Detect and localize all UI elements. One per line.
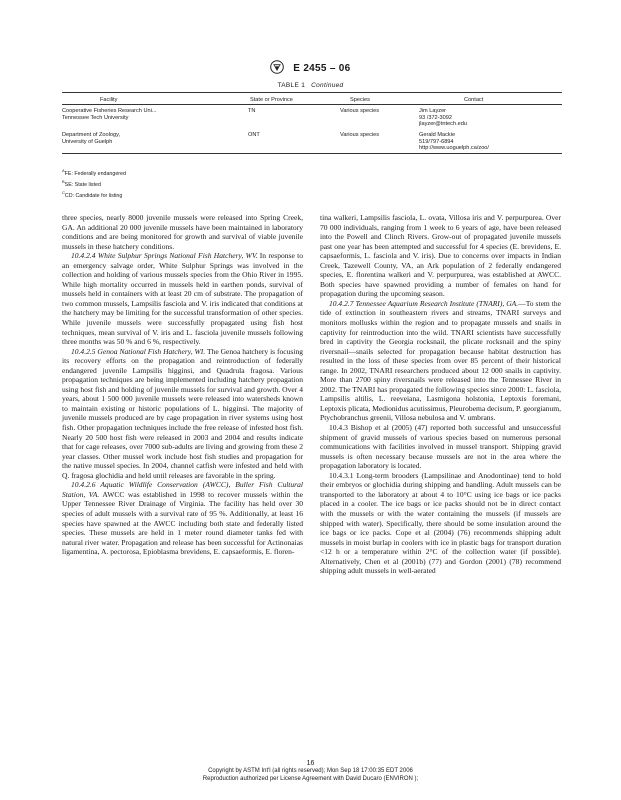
- facility-line: Cooperative Fisheries Research Uni...: [62, 108, 157, 114]
- contact-line: 93 /372-3092: [419, 114, 452, 121]
- right-text-column: [320, 213, 561, 576]
- standard-designation: E 2455 – 06: [293, 63, 351, 74]
- table-row: [62, 105, 562, 128]
- paragraph-body: AWCC was established in 1998 to recover mussels within the Upper Tennessee River Drainage of Virginia. The facility has held over 30 species of adult mussels with a survival rate of 95 %. Additionally, at least 16 species have spawned at the AWCC including both state and federally listed species. These mussels are held in 1 meter round diameter tanks fed with natural river water. Propagation and release has been successful for Actinonaias ligamentina, A. pectorosa, Epioblasma brevidens, E. capsaeformis, E. floren-: [62, 489, 303, 557]
- contact-cell: [419, 108, 562, 128]
- table-row: [62, 128, 562, 153]
- table-continued-label: Continued: [311, 82, 344, 89]
- table-footnotes: [62, 167, 362, 199]
- state-cell: TN: [248, 108, 256, 114]
- contact-line: 519/797-6894: [419, 138, 454, 145]
- footnote-mark: A: [62, 168, 65, 173]
- astm-logo-icon: [270, 60, 284, 77]
- copyright-line: Reproduction authorized per License Agreement with David Ducaro (ENVIRON );: [202, 775, 419, 782]
- footnote-mark: C: [62, 189, 65, 195]
- facility-line: Department of Zoology,: [62, 132, 121, 138]
- facilities-table: [62, 92, 562, 154]
- paragraph: three species, nearly 8000 juvenile mussels were released into Spring Creek, GA. An additional 20 000 juvenile mussels have been maintained in laboratory conditions and are being monitored for growth and survival of viable juvenile mussels in these hatchery conditions.: [62, 213, 303, 251]
- facility-line: University of Guelph: [62, 138, 113, 145]
- table-caption: [0, 82, 621, 89]
- species-cell: Various species: [340, 132, 380, 138]
- copyright-line: Copyright by ASTM Int'l (all rights reserved); Mon Sep 18 17:00:35 EDT 2006: [208, 768, 413, 774]
- column-header-contact: Contact: [464, 97, 484, 103]
- footnote-text: CD: Candidate for listing: [64, 192, 123, 199]
- facility-cell: [62, 108, 212, 121]
- facility-line: Tennessee Tech University: [62, 114, 129, 121]
- footnote: [62, 189, 362, 200]
- contact-cell: [419, 132, 562, 152]
- table-bottom-rule: [62, 153, 562, 154]
- column-header-species: Species: [350, 97, 370, 103]
- paragraph: 10.4.3 Bishop et al (2005) (47) reported both successful and unsuccessful shipment of gravid mussels of various species based on numerous personal communications with facilities involved in mussel transport. Shipping gravid mussels is often necessary because mussels are not in the area where the propagation laboratory is located.: [320, 423, 561, 471]
- footnote-mark: B: [62, 178, 65, 184]
- paragraph: [62, 347, 303, 481]
- species-cell: Various species: [340, 108, 380, 114]
- footnote: [62, 178, 362, 189]
- contact-line: Jim Layzer: [419, 108, 447, 114]
- paragraph: [320, 299, 561, 423]
- column-header-facility: Facility: [100, 97, 118, 103]
- section-heading: 10.4.2.4 White Sulphur Springs National Fish Hatchery, WV.: [71, 251, 258, 261]
- contact-line: jlayzer@tntech.edu: [419, 121, 467, 128]
- column-header-state: State or Province: [250, 97, 293, 103]
- paragraph: [62, 251, 303, 346]
- footnote-text: SE: State listed: [64, 181, 101, 188]
- paragraph: [62, 480, 303, 556]
- paragraph: 10.4.3.1 Long-term brooders (Lampsilinae and Anodontinae) tend to hold their embryos or glochidia during shipping and handling. Adult mussels can be transported to the laboratory at about 4 to 10°C using ice bags or ice packs placed in a cooler. The ice bags or ice packs should not be in direct contact with the mussels or with the water containing the mussels (if mussels are shipped with water). Specifically, there should be some insulation around the ice bags or ice packs. Cope et al (2004) (76) recommends shipping adult mussels in moist burlap in coolers with ice in plastic bags for transport duration <12 h or a temperature within 2°C of the collection water (if possible). Alternatively, Chen et al (2001b) (77) and Gordon (2001) (78) recommend shipping adult mussels in well-aerated: [320, 470, 561, 576]
- left-text-column: [62, 213, 303, 557]
- copyright-notice: [0, 768, 621, 783]
- section-heading: 10.4.2.7 Tennessee Aquarium Research Institute (TNARI), GA.: [329, 298, 519, 308]
- page-number: 16: [306, 760, 315, 767]
- paragraph-body: In response to an emergency salvage order, White Sulphur Springs was involved in the collection and holding of various mussels species from the Ohio River in 1995. While high mortality occurred in mussels held in earthen ponds, survival of mussels held in containers with at least 20 cm of substrate. The propagation of two common mussels, Lampsilis fasciola and V. iris indicated that conditions at the hatchery may be limiting for the successful transformation of other species. While juvenile mussels were successfully propagated using fish host techniques, mean survival of V. iris and L. fasciola juvenile mussels following three months was 50 % and 6 %, respectively.: [62, 251, 303, 347]
- facility-cell: [62, 132, 212, 145]
- footnote: [62, 167, 362, 178]
- table-header-row: [62, 93, 562, 104]
- contact-line: Gerald Mackie: [419, 132, 456, 138]
- contact-line: http://www.uoguelph.ca/zoo/: [419, 145, 489, 152]
- section-heading: 10.4.2.6 Aquatic Wildlife Conservation (AWCC), Buller Fish Cultural Station, VA.: [62, 480, 303, 499]
- footnote-text: FE: Federally endangered: [64, 170, 126, 177]
- standard-header: [0, 60, 621, 77]
- paragraph: tina walkeri, Lampsilis fasciola, L. ovata, Villosa iris and V. perpurpurea. Over 70 000 individuals, ranging from 1 week to 6 years of age, have been released into the Powell and Clinch Rivers. Grow-out of propagated juvenile mussels past one year has been attempted and successful for 4 species (E. brevidens, E. capsaeformis, L. fasciola and V. iris). Due to concerns over impacts in Indian Creek, Tazewell County, VA, an Ark population of 2 federally endangered species, E. florentina walkeri and V. perpurpurea, was established at AWCC. Both species have spawned providing a number of females on hand for propagation during the upcoming season.: [320, 213, 561, 299]
- state-cell: ONT: [248, 132, 260, 138]
- table-title: TABLE 1: [277, 82, 306, 89]
- section-heading: 10.4.2.5 Genoa National Fish Hatchery, WI.: [71, 346, 206, 356]
- paragraph-body: —To stem the tide of extinction in southeastern rivers and streams, TNARI surveys and monitors mollusks within the region and to propagate mussels and snails in captivity for reintroduction into the wild. TNARI scientists have successfully bred in captivity the Georgia rocksnail, the plicate rocksnail and the spiny riversnail—snails selected for propagation because habitat destruction has resulted in the loss of these species from over 85 percent of their historical range. In 2002, TNARI researchers produced about 12 000 snails in captivity. More than 2700 spiny riversnails were released into the Tennessee River in 2002. The TNARI has propagated the following species since 2000: L. fasciola, Lampsilis altilis, L. reeveiana, Lasmigona holstonia, Leptoxis foremani, Leptoxis plicata, Medionidus acutissimus, Pleurobema decisum, P. georgianum, Ptychobranchus greenii, Villosa nebulosa and V. umbrans.: [320, 298, 561, 423]
- paragraph-body: The Genoa hatchery is focusing its recovery efforts on the propagation and reintroduction of federally endangered juvenile Lampsilis higginsi, and Quadrula fragosa. Various propagation techniques are being implemented including hatchery propagation using host fish and holding of juvenile mussels for survival and growth. Over 4 years, about 1 500 000 juvenile mussels were released into watersheds known to maintain existing or historic populations of L. higginsi. The majority of juvenile mussels produced are by cage propagation in river systems using host fish. Other propagation techniques include the free release of infested host fish. Nearly 20 500 host fish were released in 2003 and 2004 and results indicate that for cage releases, over 7000 sub-adults are living and growing from these 2 year classes. Other mussel work include host fish studies and propagation for the native mussel species. In 2004, channel catfish were infested and held with Q. fragosa glochidia and held until releases are favorable in the spring.: [62, 346, 304, 480]
